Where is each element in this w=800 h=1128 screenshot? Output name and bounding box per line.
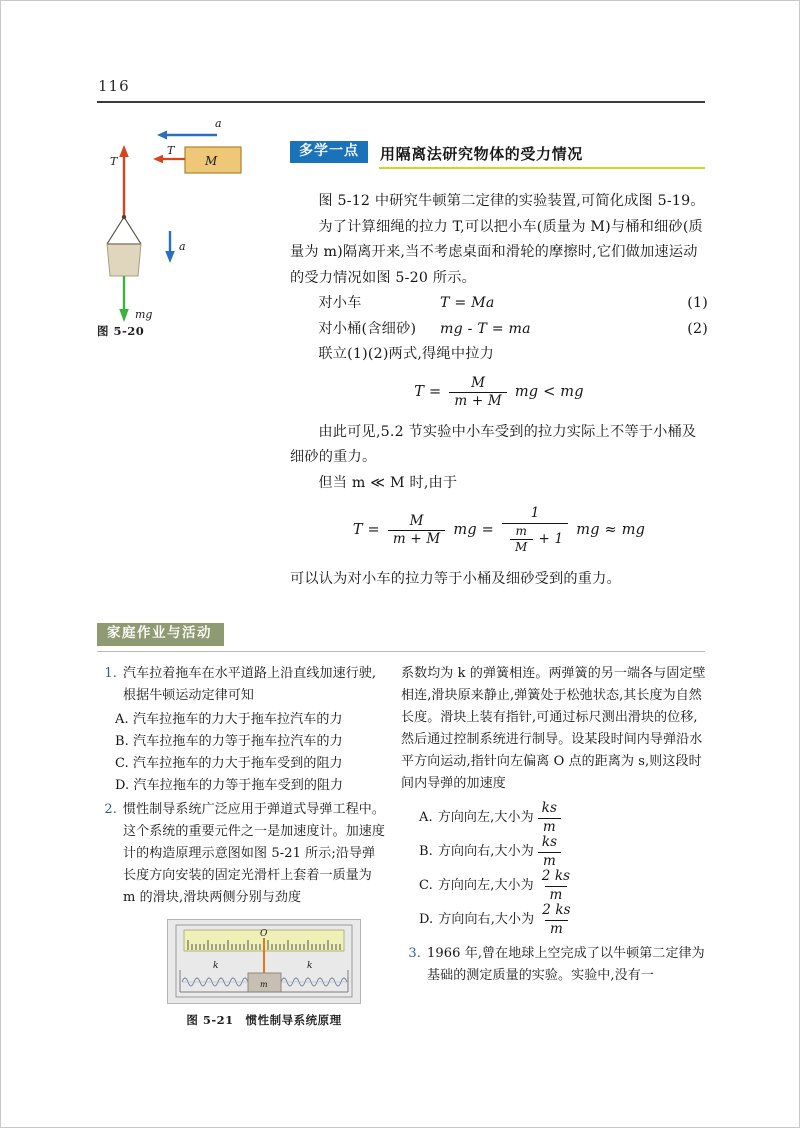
equation-2-number: (2) xyxy=(687,320,708,337)
exercise-2-option-a-numerator: ks xyxy=(541,800,557,816)
exercise-1-option-a: A. 汽车拉拖车的力大于拖车拉汽车的力 xyxy=(115,712,343,727)
exercise-item-1 xyxy=(97,663,387,707)
display-equation-2-denominator-2 xyxy=(502,523,568,556)
exercise-2-option-a xyxy=(401,801,706,835)
body-paragraph-4: 由此可见,5.2 节实验中小车受到的拉力实际上不等于小桶及细砂的重力。 xyxy=(290,423,697,466)
figure-5-20 xyxy=(97,113,277,343)
figure-5-20-label-T-rope: T xyxy=(110,155,118,168)
exercise-2-option-a-letter: A. xyxy=(419,810,433,826)
figure-5-21-label-origin: O xyxy=(260,929,268,939)
exercise-3-stem: 1966 年,曾在地球上空完成了以牛顿第二定律为基础的测定质量的实验。实验中,没有一 xyxy=(427,946,705,984)
exercise-2-option-b-denominator: m xyxy=(538,852,561,870)
display-equation-1-numerator: M xyxy=(471,374,486,391)
exercise-2-option-c-numerator: 2 ks xyxy=(541,868,571,885)
display-equation-2 xyxy=(290,506,708,555)
homework-band xyxy=(97,623,705,647)
display-equation-1-tail: mg < mg xyxy=(514,383,584,400)
figure-5-20-svg xyxy=(97,113,277,343)
exercise-2-option-d-letter: D. xyxy=(419,912,434,928)
exercise-1-stem: 汽车拉着拖车在水平道路上沿直线加速行驶,根据牛顿运动定律可知 xyxy=(123,666,377,703)
figure-5-21 xyxy=(167,919,361,1028)
equation-1-number: (1) xyxy=(687,295,708,311)
display-equation-2-nested-tail: + 1 xyxy=(538,531,564,548)
exercise-2-option-b-numerator: ks xyxy=(541,834,558,851)
exercise-2-option-d-denominator: m xyxy=(545,920,568,938)
figure-5-21-label-mass: m xyxy=(260,980,268,989)
exercise-1-number: 1. xyxy=(104,666,117,681)
exercise-column-left xyxy=(97,663,387,911)
figure-5-21-frame xyxy=(167,919,361,1004)
figure-5-20-label-T-cart: T xyxy=(167,144,175,157)
exercise-2-continuation: 系数均为 k 的弹簧相连。两弹簧的另一端各与固定壁相连,滑块原来静止,弹簧处于松弛状态,其长度为自然长度。滑块上装有指针,可通过标尺测出滑块的位移,然后通过控制系统进行制导。设某段时间内导弹沿水平方向运动,指针向左偏离 O 点的距离为 s,则这段时间内导弹的加速度 xyxy=(401,666,706,791)
more-learning-rule xyxy=(379,167,705,169)
display-equation-1-fraction xyxy=(449,376,507,410)
body-paragraph-3: 联立(1)(2)两式,得绳中拉力 xyxy=(318,346,494,362)
figure-5-20-label-a-bucket: a xyxy=(179,240,186,253)
homework-tag: 家庭作业与活动 xyxy=(97,623,224,646)
exercise-1-option-b: B. 汽车拉拖车的力等于拖车拉汽车的力 xyxy=(115,734,343,749)
figure-5-20-caption: 图 5-20 xyxy=(97,324,145,338)
exercise-2-option-b-letter: B. xyxy=(419,844,433,860)
exercise-column-right xyxy=(401,663,706,989)
display-equation-2-middle: mg = xyxy=(453,521,494,538)
exercise-2-option-a-text: 方向向左,大小为 xyxy=(437,810,534,826)
exercise-item-2 xyxy=(97,799,387,909)
equation-2-expression: mg - T = ma xyxy=(440,320,531,337)
figure-5-20-label-mg: mg xyxy=(135,308,153,321)
display-equation-2-nested-denominator: M xyxy=(510,539,533,555)
exercise-2-option-c-denominator: m xyxy=(545,886,568,904)
exercise-1-option-c: C. 汽车拉拖车的力大于拖车受到的阻力 xyxy=(115,756,343,771)
figure-5-20-label-M: M xyxy=(205,154,218,168)
exercise-1-option-d: D. 汽车拉拖车的力等于拖车受到的阻力 xyxy=(115,778,344,793)
more-learning-title: 用隔离法研究物体的受力情况 xyxy=(380,145,583,163)
display-equation-2-numerator-1: M xyxy=(409,512,424,529)
exercise-2-option-b xyxy=(401,835,706,869)
figure-5-21-label-spring-left: k xyxy=(213,961,219,971)
display-equation-2-fraction-2 xyxy=(502,506,568,555)
main-body xyxy=(290,189,708,593)
display-equation-2-nested-numerator: m xyxy=(515,523,528,538)
exercise-2-option-b-text: 方向向右,大小为 xyxy=(437,844,534,860)
homework-rule xyxy=(97,651,705,652)
equation-1-label: 对小车 xyxy=(318,295,362,311)
page-number: 116 xyxy=(98,77,130,95)
figure-5-21-caption: 图 5-21 惯性制导系统原理 xyxy=(186,1013,342,1027)
equation-line-1 xyxy=(290,291,708,317)
display-equation-1-lhs: T = xyxy=(414,383,442,400)
exercise-2-number: 2. xyxy=(104,802,117,817)
more-learning-tag: 多学一点 xyxy=(290,141,368,163)
figure-5-21-svg xyxy=(168,920,360,1003)
body-paragraph-6: 可以认为对小车的拉力等于小桶及细砂受到的重力。 xyxy=(290,571,621,588)
exercise-2-option-a-denominator: m xyxy=(538,818,561,836)
body-paragraph-5: 但当 m ≪ M 时,由于 xyxy=(318,474,458,491)
header-rule xyxy=(97,101,705,103)
equation-2-label: 对小桶(含细砂) xyxy=(318,320,417,337)
display-equation-2-lhs: T = xyxy=(352,521,380,538)
figure-5-21-label-spring-right: k xyxy=(307,961,313,971)
exercise-2-option-d-text: 方向向右,大小为 xyxy=(438,912,535,928)
body-paragraph-1: 图 5-12 中研究牛顿第二定律的实验装置,可简化成图 5-19。 xyxy=(318,193,705,209)
exercise-2-option-c xyxy=(401,869,706,903)
more-learning-banner xyxy=(290,141,705,167)
display-equation-2-nested-fraction xyxy=(510,525,533,556)
figure-5-20-label-a-top: a xyxy=(215,117,222,130)
display-equation-2-fraction-1 xyxy=(388,514,446,548)
exercise-item-3 xyxy=(401,943,706,987)
exercise-3-number: 3. xyxy=(408,946,421,962)
body-paragraph-2: 为了计算细绳的拉力 T,可以把小车(质量为 M)与桶和细砂(质量为 m)隔离开来,当不考虑桌面和滑轮的摩擦时,它们做加速运动的受力情况如图 5-20 所示。 xyxy=(290,218,703,286)
exercise-2-option-c-text: 方向向左,大小为 xyxy=(437,878,534,894)
exercise-2-option-c-fraction xyxy=(537,869,575,903)
display-equation-1 xyxy=(290,376,708,410)
equation-line-2 xyxy=(290,317,708,343)
equation-1-expression: T = Ma xyxy=(440,295,495,311)
exercise-2-stem: 惯性制导系统广泛应用于弹道式导弹工程中。这个系统的重要元件之一是加速度计。加速度计的构造原理示意图如图 5-21 所示;沿导弹长度方向安装的固定光滑杆上套着一质量为 m 的滑块,滑块两侧分别与劲度 xyxy=(123,802,386,905)
exercise-2-option-d-fraction xyxy=(537,903,575,937)
exercise-2-option-b-fraction xyxy=(537,835,562,869)
display-equation-2-numerator-2: 1 xyxy=(530,505,540,522)
display-equation-2-denominator-1: m + M xyxy=(388,530,446,548)
exercise-2-option-c-letter: C. xyxy=(419,878,433,894)
display-equation-2-tail: mg ≈ mg xyxy=(576,521,646,538)
exercise-2-option-d-numerator: 2 ks xyxy=(542,902,571,919)
exercise-2-option-a-fraction xyxy=(537,801,562,835)
exercise-2-option-d xyxy=(401,903,706,937)
display-equation-1-denominator: m + M xyxy=(449,392,507,410)
